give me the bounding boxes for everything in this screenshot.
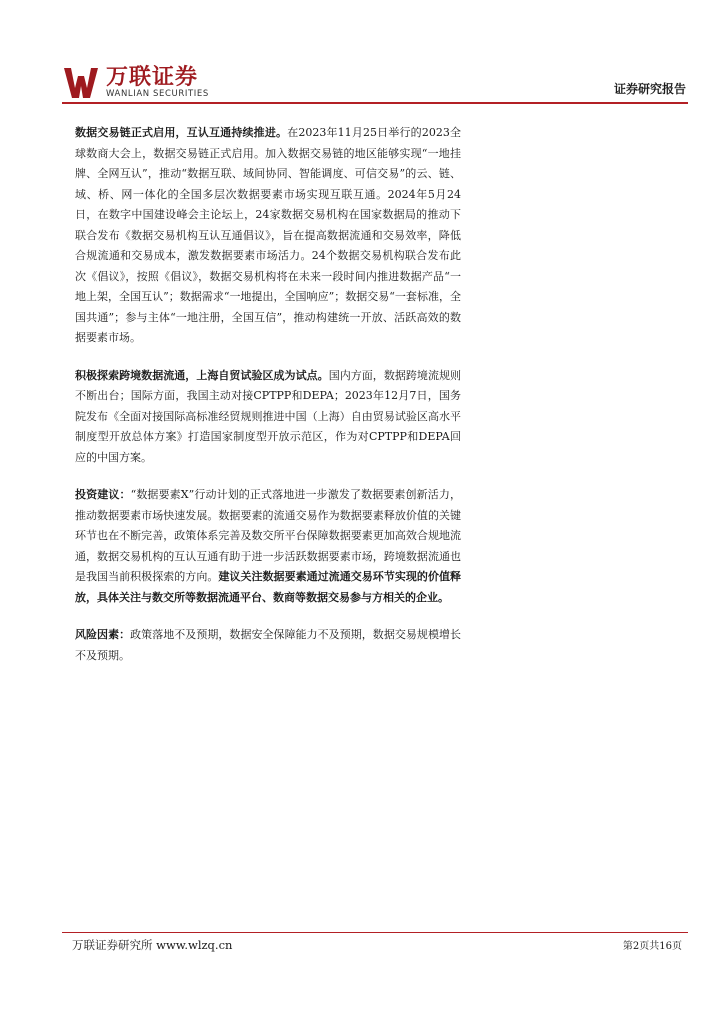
paragraph-text: “数据要素X”行动计划的正式落地进一步激发了数据要素创新活力，推动数据要素市场快速发展。数据要素的流通交易作为数据要素释放价值的关键环节也在不断完善，政策体系完善及数交所平台保障数据要素更加高效合规地流通，数据交易机构的互认互通有助于进一步活跃数据要素市场，跨境数据流通也是我国当前积极探索的方向。: [75, 488, 461, 583]
wanlian-w-icon: [62, 66, 102, 100]
paragraph-bold-lead: 积极探索跨境数据流通，上海自贸试验区成为试点。: [75, 368, 329, 382]
paragraph-investment-advice: [75, 485, 461, 608]
page-number: 第2页共16页: [622, 941, 682, 952]
paragraph-bold-lead: 风险因素：: [75, 628, 131, 641]
report-body: [75, 123, 461, 683]
footer-divider: [62, 932, 688, 933]
paragraph-bold-tail: 建议关注数据要素通过流通交易环节实现的价值释放，具体关注与数交所等数据流通平台、数商等数据交易参与方相关的企业。: [75, 570, 462, 604]
report-type-label: 证券研究报告: [613, 82, 686, 96]
paragraph-cross-border: [75, 366, 461, 469]
footer-source: 万联证券研究所 www.wlzq.cn: [72, 938, 233, 952]
paragraph-text: 在2023年11月25日举行的2023全球数商大会上，数据交易链正式启用。加入数据交易链的地区能够实现“一地挂牌、全网互认”，推动“数据互联、域间协同、智能调度、可信交易”的云、链、域、桥、网一体化的全国多层次数据要素市场实现互联互通。2024年5月24日，在数字中国建设峰会主论坛上，24家数据交易机构在国家数据局的推动下联合发布《数据交易机构互认互通倡议》，旨在提高数据流通和交易效率，降低合规流通和交易成本，激发数据要素市场活力。24个数据交易机构联合发布此次《倡议》，按照《倡议》，数据交易机构将在未来一段时间内推进数据产品“一地上架，全国互认”；数据需求“一地提出，全国响应”；数据交易“一套标准，全国共通”；参与主体“一地注册，全国互信”，推动构建统一开放、活跃高效的数据要素市场。: [75, 126, 462, 344]
wanlian-logo: [62, 66, 212, 100]
paragraph-bold-lead: 数据交易链正式启用，互认互通持续推进。: [75, 126, 288, 139]
paragraph-data-trading-chain: [75, 123, 461, 349]
brand-name-en: WANLIAN SECURITIES: [106, 89, 209, 99]
paragraph-risk-factors: [75, 625, 461, 666]
brand-name-cn: 万联证券: [106, 65, 199, 90]
page-header: [62, 66, 688, 100]
paragraph-text: 政策落地不及预期，数据安全保障能力不及预期，数据交易规模增长不及预期。: [75, 628, 462, 662]
paragraph-text: 国内方面，数据跨境流规则不断出台；国际方面，我国主动对接CPTPP和DEPA；2023年12月7日，国务院发布《全面对接国际高标准经贸规则推进中国（上海）自由贸易试验区高水平制度型开放总体方案》打造国家制度型开放示范区，作为对CPTPP和DEPA回应的中国方案。: [75, 368, 462, 464]
header-divider: [62, 102, 688, 104]
paragraph-bold-lead: 投资建议：: [75, 488, 131, 501]
